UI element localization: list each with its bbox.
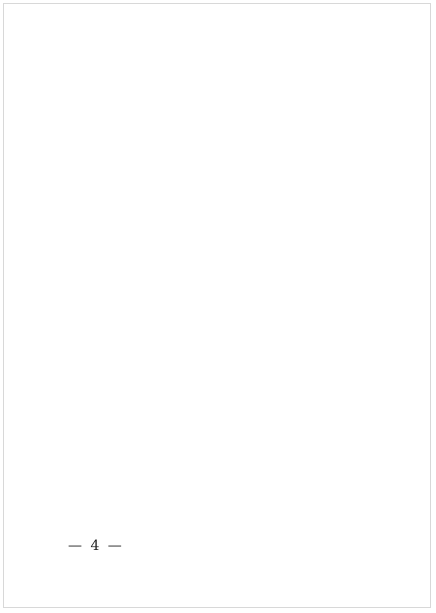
body-paragraph: [60, 481, 390, 544]
page-body: [60, 40, 390, 544]
page-number: — 4 —: [68, 538, 124, 554]
section-heading: [60, 376, 390, 397]
body-paragraph: [60, 250, 390, 376]
section-heading: [60, 166, 390, 187]
body-paragraph: [60, 187, 390, 250]
body-paragraph: [60, 397, 390, 481]
body-paragraph: [60, 40, 390, 166]
